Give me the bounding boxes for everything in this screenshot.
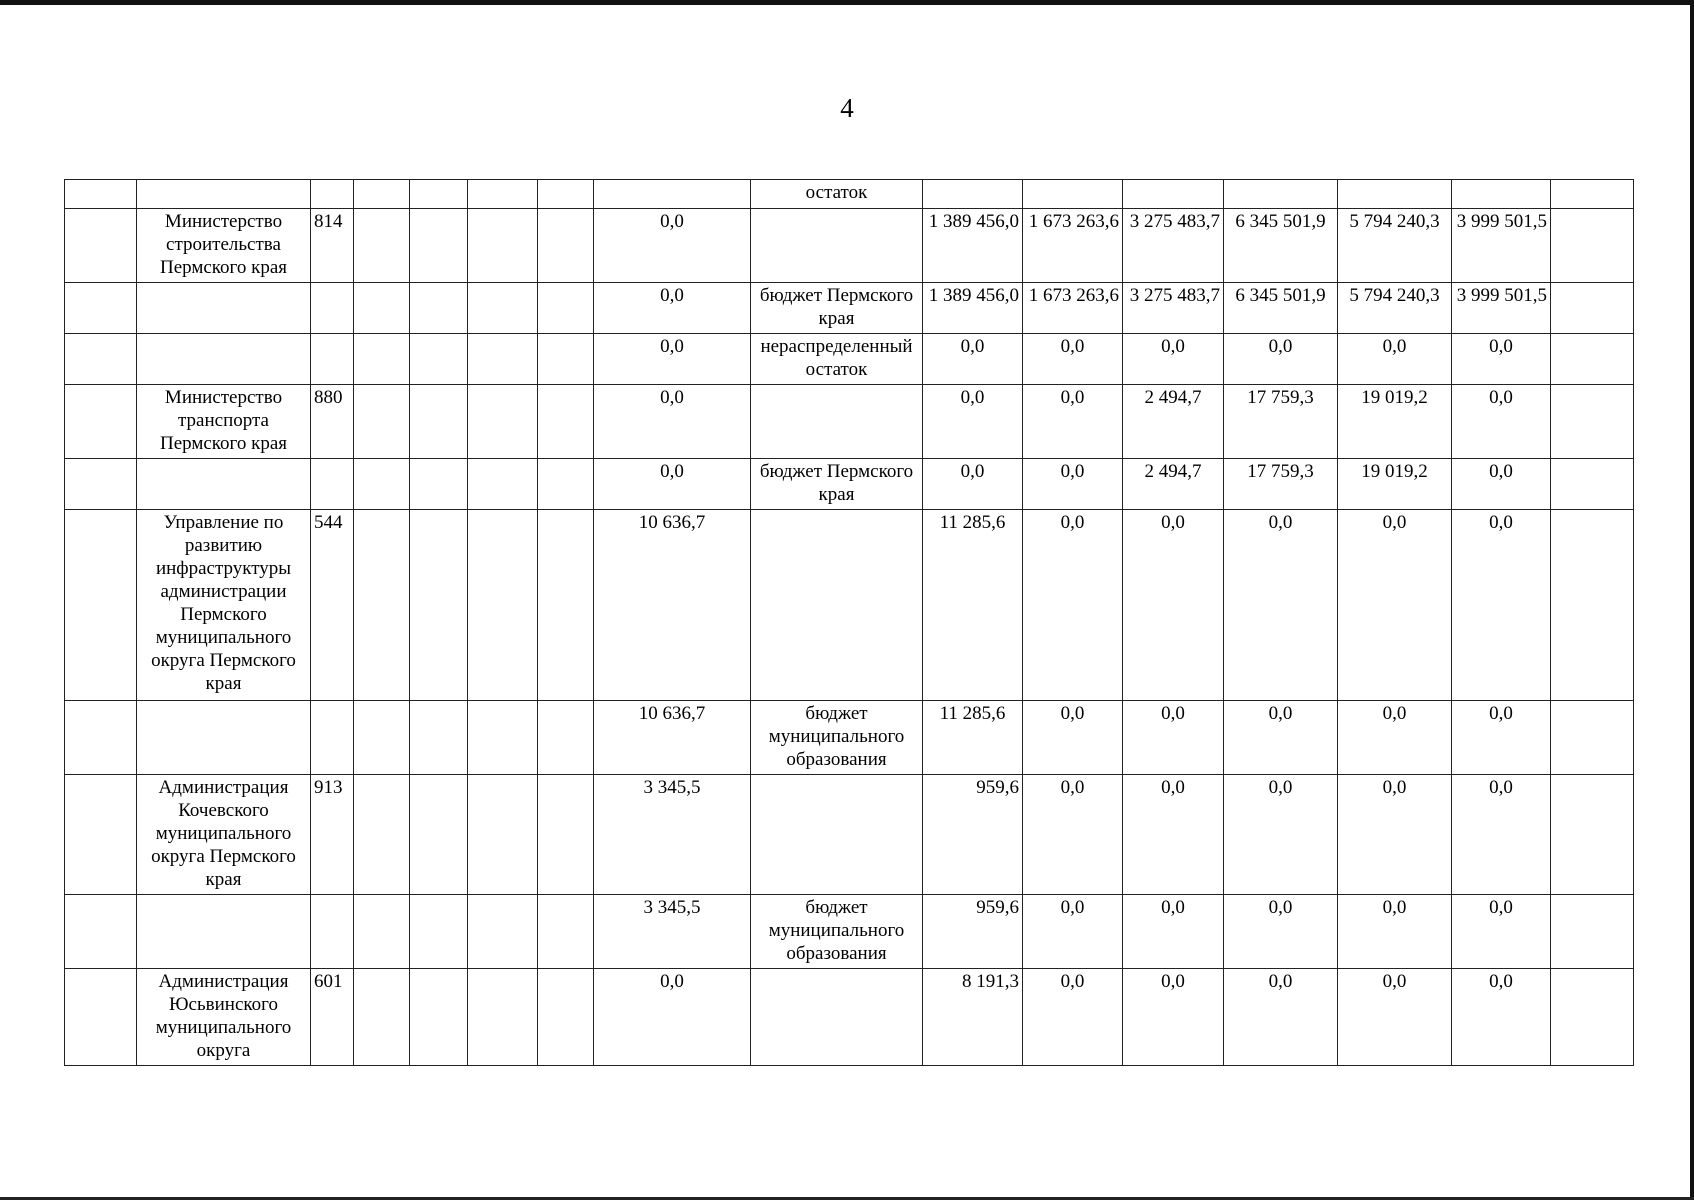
value-cell-2: 0,0 — [1023, 510, 1123, 701]
value-cell-6: 0,0 — [1452, 969, 1551, 1066]
value-cell-1: 0,0 — [923, 334, 1023, 385]
value-cell-2: 0,0 — [1023, 895, 1123, 969]
table-cell — [65, 209, 137, 283]
funding-source-cell — [751, 209, 923, 283]
table-cell — [538, 209, 594, 283]
value-cell-5: 0,0 — [1338, 334, 1452, 385]
table-cell — [65, 334, 137, 385]
value-cell-4: 6 345 501,9 — [1224, 283, 1338, 334]
organization-name-cell — [137, 701, 311, 775]
funding-source-cell: нераспределенный остаток — [751, 334, 923, 385]
code-cell — [311, 334, 354, 385]
code-cell — [311, 701, 354, 775]
value-cell-1: 1 389 456,0 — [923, 283, 1023, 334]
value-cell-6: 0,0 — [1452, 385, 1551, 459]
organization-name-cell — [137, 459, 311, 510]
table-cell — [410, 510, 468, 701]
value-cell-5: 0,0 — [1338, 701, 1452, 775]
total-cell: 0,0 — [594, 385, 751, 459]
table-cell — [410, 459, 468, 510]
table-row — [65, 385, 1634, 459]
organization-name-cell: Министерство строительства Пермского края — [137, 209, 311, 283]
table-cell — [354, 701, 410, 775]
value-cell-2: 0,0 — [1023, 334, 1123, 385]
value-cell-3: 2 494,7 — [1123, 459, 1224, 510]
table-cell — [468, 969, 538, 1066]
code-cell: 814 — [311, 209, 354, 283]
table-cell — [65, 895, 137, 969]
value-cell-4: 0,0 — [1224, 334, 1338, 385]
value-cell-6: 0,0 — [1452, 701, 1551, 775]
table-cell — [468, 209, 538, 283]
table-cell — [354, 385, 410, 459]
table-cell — [538, 180, 594, 209]
code-cell: 601 — [311, 969, 354, 1066]
table-cell — [410, 895, 468, 969]
table-row — [65, 283, 1634, 334]
value-cell-3: 3 275 483,7 — [1123, 283, 1224, 334]
table-cell — [1452, 180, 1551, 209]
table-cell — [468, 334, 538, 385]
total-cell: 0,0 — [594, 969, 751, 1066]
table-cell — [594, 180, 751, 209]
code-cell — [311, 283, 354, 334]
total-cell: 0,0 — [594, 334, 751, 385]
table-cell — [468, 459, 538, 510]
value-cell-5: 0,0 — [1338, 510, 1452, 701]
table-cell — [468, 775, 538, 895]
table-row — [65, 209, 1634, 283]
value-cell-3: 0,0 — [1123, 334, 1224, 385]
funding-source-cell — [751, 775, 923, 895]
value-cell-3: 0,0 — [1123, 701, 1224, 775]
table-cell — [410, 385, 468, 459]
organization-name-cell: Администрация Юсьвинского муниципального округа — [137, 969, 311, 1066]
code-cell: 913 — [311, 775, 354, 895]
table-cell — [65, 775, 137, 895]
value-cell-2: 0,0 — [1023, 385, 1123, 459]
table-cell — [538, 283, 594, 334]
funding-source-cell: остаток — [751, 180, 923, 209]
table-row — [65, 701, 1634, 775]
table-cell — [354, 969, 410, 1066]
table-cell — [468, 895, 538, 969]
table-cell — [1551, 701, 1634, 775]
table-cell — [538, 969, 594, 1066]
value-cell-6: 0,0 — [1452, 895, 1551, 969]
table-cell — [538, 895, 594, 969]
table-row — [65, 895, 1634, 969]
value-cell-1: 959,6 — [923, 775, 1023, 895]
funding-source-cell: бюджет муниципального образования — [751, 895, 923, 969]
table-cell — [1551, 283, 1634, 334]
value-cell-4: 17 759,3 — [1224, 459, 1338, 510]
value-cell-4: 0,0 — [1224, 775, 1338, 895]
value-cell-1: 1 389 456,0 — [923, 209, 1023, 283]
table-cell — [1551, 334, 1634, 385]
value-cell-3: 2 494,7 — [1123, 385, 1224, 459]
value-cell-2: 1 673 263,6 — [1023, 209, 1123, 283]
table-cell — [65, 701, 137, 775]
table-cell — [410, 283, 468, 334]
table-row — [65, 459, 1634, 510]
table-cell — [1551, 969, 1634, 1066]
table-cell — [1551, 510, 1634, 701]
table-cell — [410, 969, 468, 1066]
table-cell — [1023, 180, 1123, 209]
value-cell-2: 0,0 — [1023, 775, 1123, 895]
value-cell-4: 0,0 — [1224, 510, 1338, 701]
table-cell — [538, 385, 594, 459]
code-cell: 544 — [311, 510, 354, 701]
value-cell-2: 1 673 263,6 — [1023, 283, 1123, 334]
value-cell-6: 0,0 — [1452, 459, 1551, 510]
total-cell: 0,0 — [594, 459, 751, 510]
value-cell-4: 6 345 501,9 — [1224, 209, 1338, 283]
value-cell-4: 17 759,3 — [1224, 385, 1338, 459]
table-cell — [354, 283, 410, 334]
organization-name-cell — [137, 334, 311, 385]
table-cell — [65, 180, 137, 209]
table-cell — [410, 334, 468, 385]
value-cell-3: 0,0 — [1123, 895, 1224, 969]
table-cell — [1338, 180, 1452, 209]
scan-right-edge — [1690, 0, 1694, 1200]
table-cell — [354, 209, 410, 283]
table-cell — [468, 701, 538, 775]
table-cell — [410, 775, 468, 895]
value-cell-5: 0,0 — [1338, 969, 1452, 1066]
value-cell-5: 0,0 — [1338, 775, 1452, 895]
table-cell — [468, 385, 538, 459]
funding-source-cell — [751, 969, 923, 1066]
funding-source-cell — [751, 385, 923, 459]
table-cell — [468, 180, 538, 209]
table-cell — [1551, 775, 1634, 895]
total-cell: 0,0 — [594, 209, 751, 283]
funding-source-cell — [751, 510, 923, 701]
value-cell-5: 5 794 240,3 — [1338, 283, 1452, 334]
value-cell-5: 5 794 240,3 — [1338, 209, 1452, 283]
table-cell — [354, 510, 410, 701]
table-cell — [65, 283, 137, 334]
value-cell-1: 0,0 — [923, 385, 1023, 459]
table-cell — [468, 510, 538, 701]
code-cell — [311, 459, 354, 510]
scan-top-edge — [0, 0, 1694, 5]
table-cell — [311, 180, 354, 209]
table-cell — [65, 969, 137, 1066]
value-cell-1: 11 285,6 — [923, 510, 1023, 701]
value-cell-5: 19 019,2 — [1338, 385, 1452, 459]
value-cell-3: 0,0 — [1123, 510, 1224, 701]
table-row-header — [65, 180, 1634, 209]
table-cell — [538, 334, 594, 385]
organization-name-cell: Администрация Кочевского муниципального округа Пермского края — [137, 775, 311, 895]
value-cell-2: 0,0 — [1023, 701, 1123, 775]
value-cell-1: 0,0 — [923, 459, 1023, 510]
table-cell — [65, 385, 137, 459]
organization-name-cell: Управление по развитию инфраструктуры администрации Пермского муниципального округа Пермского края — [137, 510, 311, 701]
table-row — [65, 334, 1634, 385]
table-cell — [1551, 180, 1634, 209]
table-cell — [410, 180, 468, 209]
table-cell — [65, 510, 137, 701]
value-cell-3: 0,0 — [1123, 775, 1224, 895]
code-cell — [311, 895, 354, 969]
table-cell — [923, 180, 1023, 209]
budget-table — [64, 179, 1634, 1066]
value-cell-1: 959,6 — [923, 895, 1023, 969]
table-cell — [354, 334, 410, 385]
table-cell — [137, 180, 311, 209]
total-cell: 10 636,7 — [594, 701, 751, 775]
table-cell — [1224, 180, 1338, 209]
value-cell-1: 8 191,3 — [923, 969, 1023, 1066]
table-cell — [538, 459, 594, 510]
value-cell-4: 0,0 — [1224, 701, 1338, 775]
value-cell-6: 0,0 — [1452, 510, 1551, 701]
value-cell-3: 0,0 — [1123, 969, 1224, 1066]
table-cell — [354, 775, 410, 895]
table-cell — [1123, 180, 1224, 209]
table-cell — [1551, 209, 1634, 283]
table-row — [65, 510, 1634, 701]
funding-source-cell: бюджет муниципального образования — [751, 701, 923, 775]
table-cell — [1551, 385, 1634, 459]
table-cell — [1551, 459, 1634, 510]
value-cell-5: 19 019,2 — [1338, 459, 1452, 510]
value-cell-3: 3 275 483,7 — [1123, 209, 1224, 283]
organization-name-cell — [137, 895, 311, 969]
total-cell: 0,0 — [594, 283, 751, 334]
table-row — [65, 969, 1634, 1066]
table-cell — [354, 459, 410, 510]
value-cell-6: 0,0 — [1452, 775, 1551, 895]
funding-source-cell: бюджет Пермского края — [751, 459, 923, 510]
total-cell: 3 345,5 — [594, 775, 751, 895]
table-cell — [538, 775, 594, 895]
value-cell-6: 3 999 501,5 — [1452, 283, 1551, 334]
funding-source-cell: бюджет Пермского края — [751, 283, 923, 334]
organization-name-cell — [137, 283, 311, 334]
table-cell — [354, 895, 410, 969]
value-cell-4: 0,0 — [1224, 895, 1338, 969]
table-cell — [538, 510, 594, 701]
table-cell — [410, 209, 468, 283]
value-cell-2: 0,0 — [1023, 969, 1123, 1066]
organization-name-cell: Министерство транспорта Пермского края — [137, 385, 311, 459]
value-cell-6: 0,0 — [1452, 334, 1551, 385]
table-cell — [468, 283, 538, 334]
table-cell — [1551, 895, 1634, 969]
code-cell: 880 — [311, 385, 354, 459]
total-cell: 3 345,5 — [594, 895, 751, 969]
table-row — [65, 775, 1634, 895]
value-cell-5: 0,0 — [1338, 895, 1452, 969]
value-cell-6: 3 999 501,5 — [1452, 209, 1551, 283]
table-cell — [410, 701, 468, 775]
page-number: 4 — [840, 93, 854, 123]
total-cell: 10 636,7 — [594, 510, 751, 701]
value-cell-2: 0,0 — [1023, 459, 1123, 510]
table-cell — [65, 459, 137, 510]
table-cell — [354, 180, 410, 209]
value-cell-4: 0,0 — [1224, 969, 1338, 1066]
value-cell-1: 11 285,6 — [923, 701, 1023, 775]
table-cell — [538, 701, 594, 775]
